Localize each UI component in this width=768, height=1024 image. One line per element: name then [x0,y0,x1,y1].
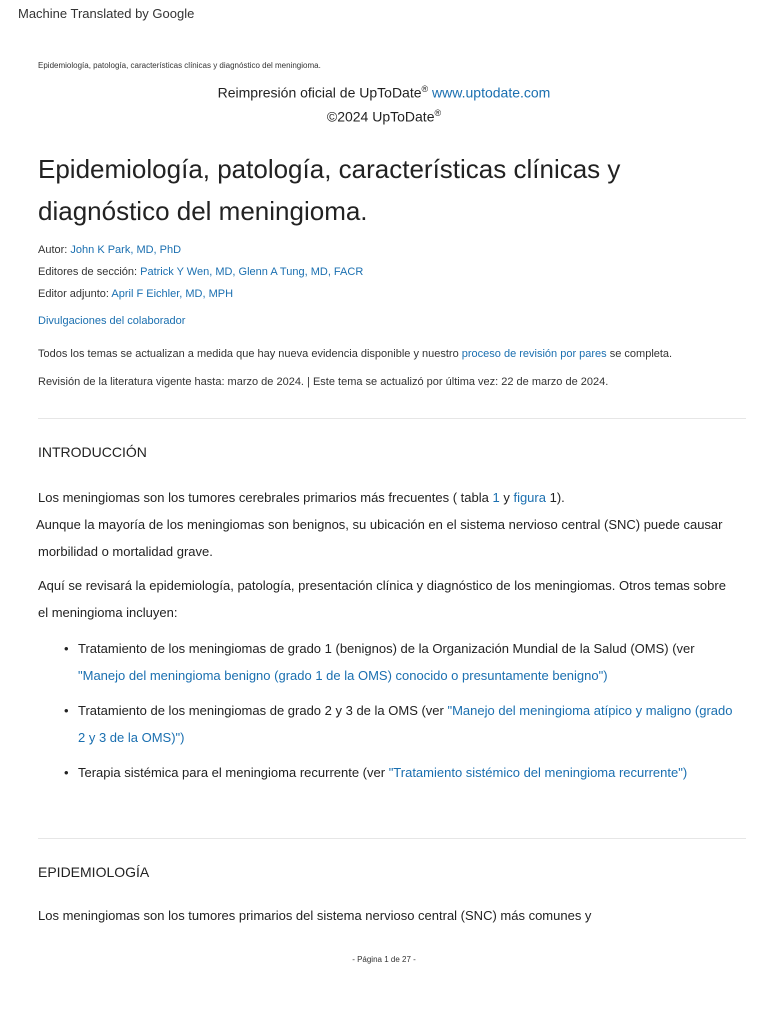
page-title: Epidemiología, patología, características clínicas y diagnóstico del meningioma. [38,154,621,226]
text: Los meningiomas son los tumores cerebrales primarios más frecuentes ( tabla [38,490,493,505]
divider [38,838,746,839]
deputy-label: Editor adjunto: [38,288,109,300]
uptodate-link[interactable]: www.uptodate.com [432,84,551,101]
author-link[interactable]: John K Park, MD, PhD [70,244,182,256]
machine-translated-label: Machine Translated by Google [18,6,195,21]
text: y [499,490,514,505]
update-text: Todos los temas se actualizan a medida que hay nueva evidencia disponible y nuestro [38,348,462,360]
author-label: Autor: [38,244,68,256]
registered-mark: ® [434,107,442,118]
list-item [64,697,738,751]
disclosures-link[interactable]: Divulgaciones del colaborador [38,315,186,327]
editors-label: Editores de sección: [38,266,138,278]
running-head: Epidemiología, patología, características clínicas y diagnóstico del meningioma. [38,61,321,70]
editors-link[interactable]: Patrick Y Wen, MD, Glenn A Tung, MD, FACR [140,266,364,278]
reprint-notice [0,79,768,126]
text: 1). [545,490,565,505]
editors-line [38,266,363,278]
intro-paragraph-2: Aquí se revisará la epidemiología, patología, presentación clínica y diagnóstico de los meningiomas. Otros temas sobre el meningioma incluyen: [38,578,726,620]
bullet-icon: • [64,641,69,656]
list-item [64,759,738,786]
update-text-end: se completa. [606,348,673,360]
epidemiology-heading: EPIDEMIOLOGÍA [38,864,150,880]
bullet-icon: • [64,703,69,718]
text: Tratamiento de los meningiomas de grado 2 y 3 de la OMS (ver [78,703,448,718]
atypical-meningioma-link[interactable]: "Manejo del meningioma atípico y maligno (grado 2 y 3 de la OMS)") [78,703,733,745]
peer-review-link[interactable]: proceso de revisión por pares [461,348,607,360]
update-note [38,348,672,360]
intro-paragraph-1 [38,484,738,565]
benign-meningioma-link[interactable]: "Manejo del meningioma benigno (grado 1 de la OMS) conocido o presuntamente benigno") [78,668,608,683]
systemic-treatment-link[interactable]: "Tratamiento sistémico del meningioma recurrente") [388,765,688,780]
copyright: ©2024 UpToDate [326,108,435,125]
text: Aunque la mayoría de los meningiomas son benignos, su ubicación en el sistema nervioso central (SNC) puede causar morbilidad o mortalidad grave. [36,517,723,559]
text: Tratamiento de los meningiomas de grado 1 (benignos) de la Organización Mundial de la Salud (OMS) (ver [78,641,695,656]
divider [38,418,746,419]
author-line [38,244,181,256]
bullet-icon: • [64,765,69,780]
intro-heading: INTRODUCCIÓN [38,444,147,460]
figure-1-link[interactable]: figura [513,490,546,505]
epidemiology-paragraph: Los meningiomas son los tumores primarios del sistema nervioso central (SNC) más comunes y [38,908,592,923]
list-item [64,635,738,689]
deputy-line [38,288,233,300]
table-1-link[interactable]: 1 [492,490,500,505]
registered-mark: ® [421,84,429,94]
deputy-link[interactable]: April F Eichler, MD, MPH [111,288,234,300]
review-date: Revisión de la literatura vigente hasta: marzo de 2024. | Este tema se actualizó por última vez: 22 de marzo de 2024. [38,376,609,388]
reprint-text: Reimpresión oficial de UpToDate [217,84,422,101]
text: Terapia sistémica para el meningioma recurrente (ver [78,765,389,780]
page-number: - Página 1 de 27 - [352,955,416,964]
